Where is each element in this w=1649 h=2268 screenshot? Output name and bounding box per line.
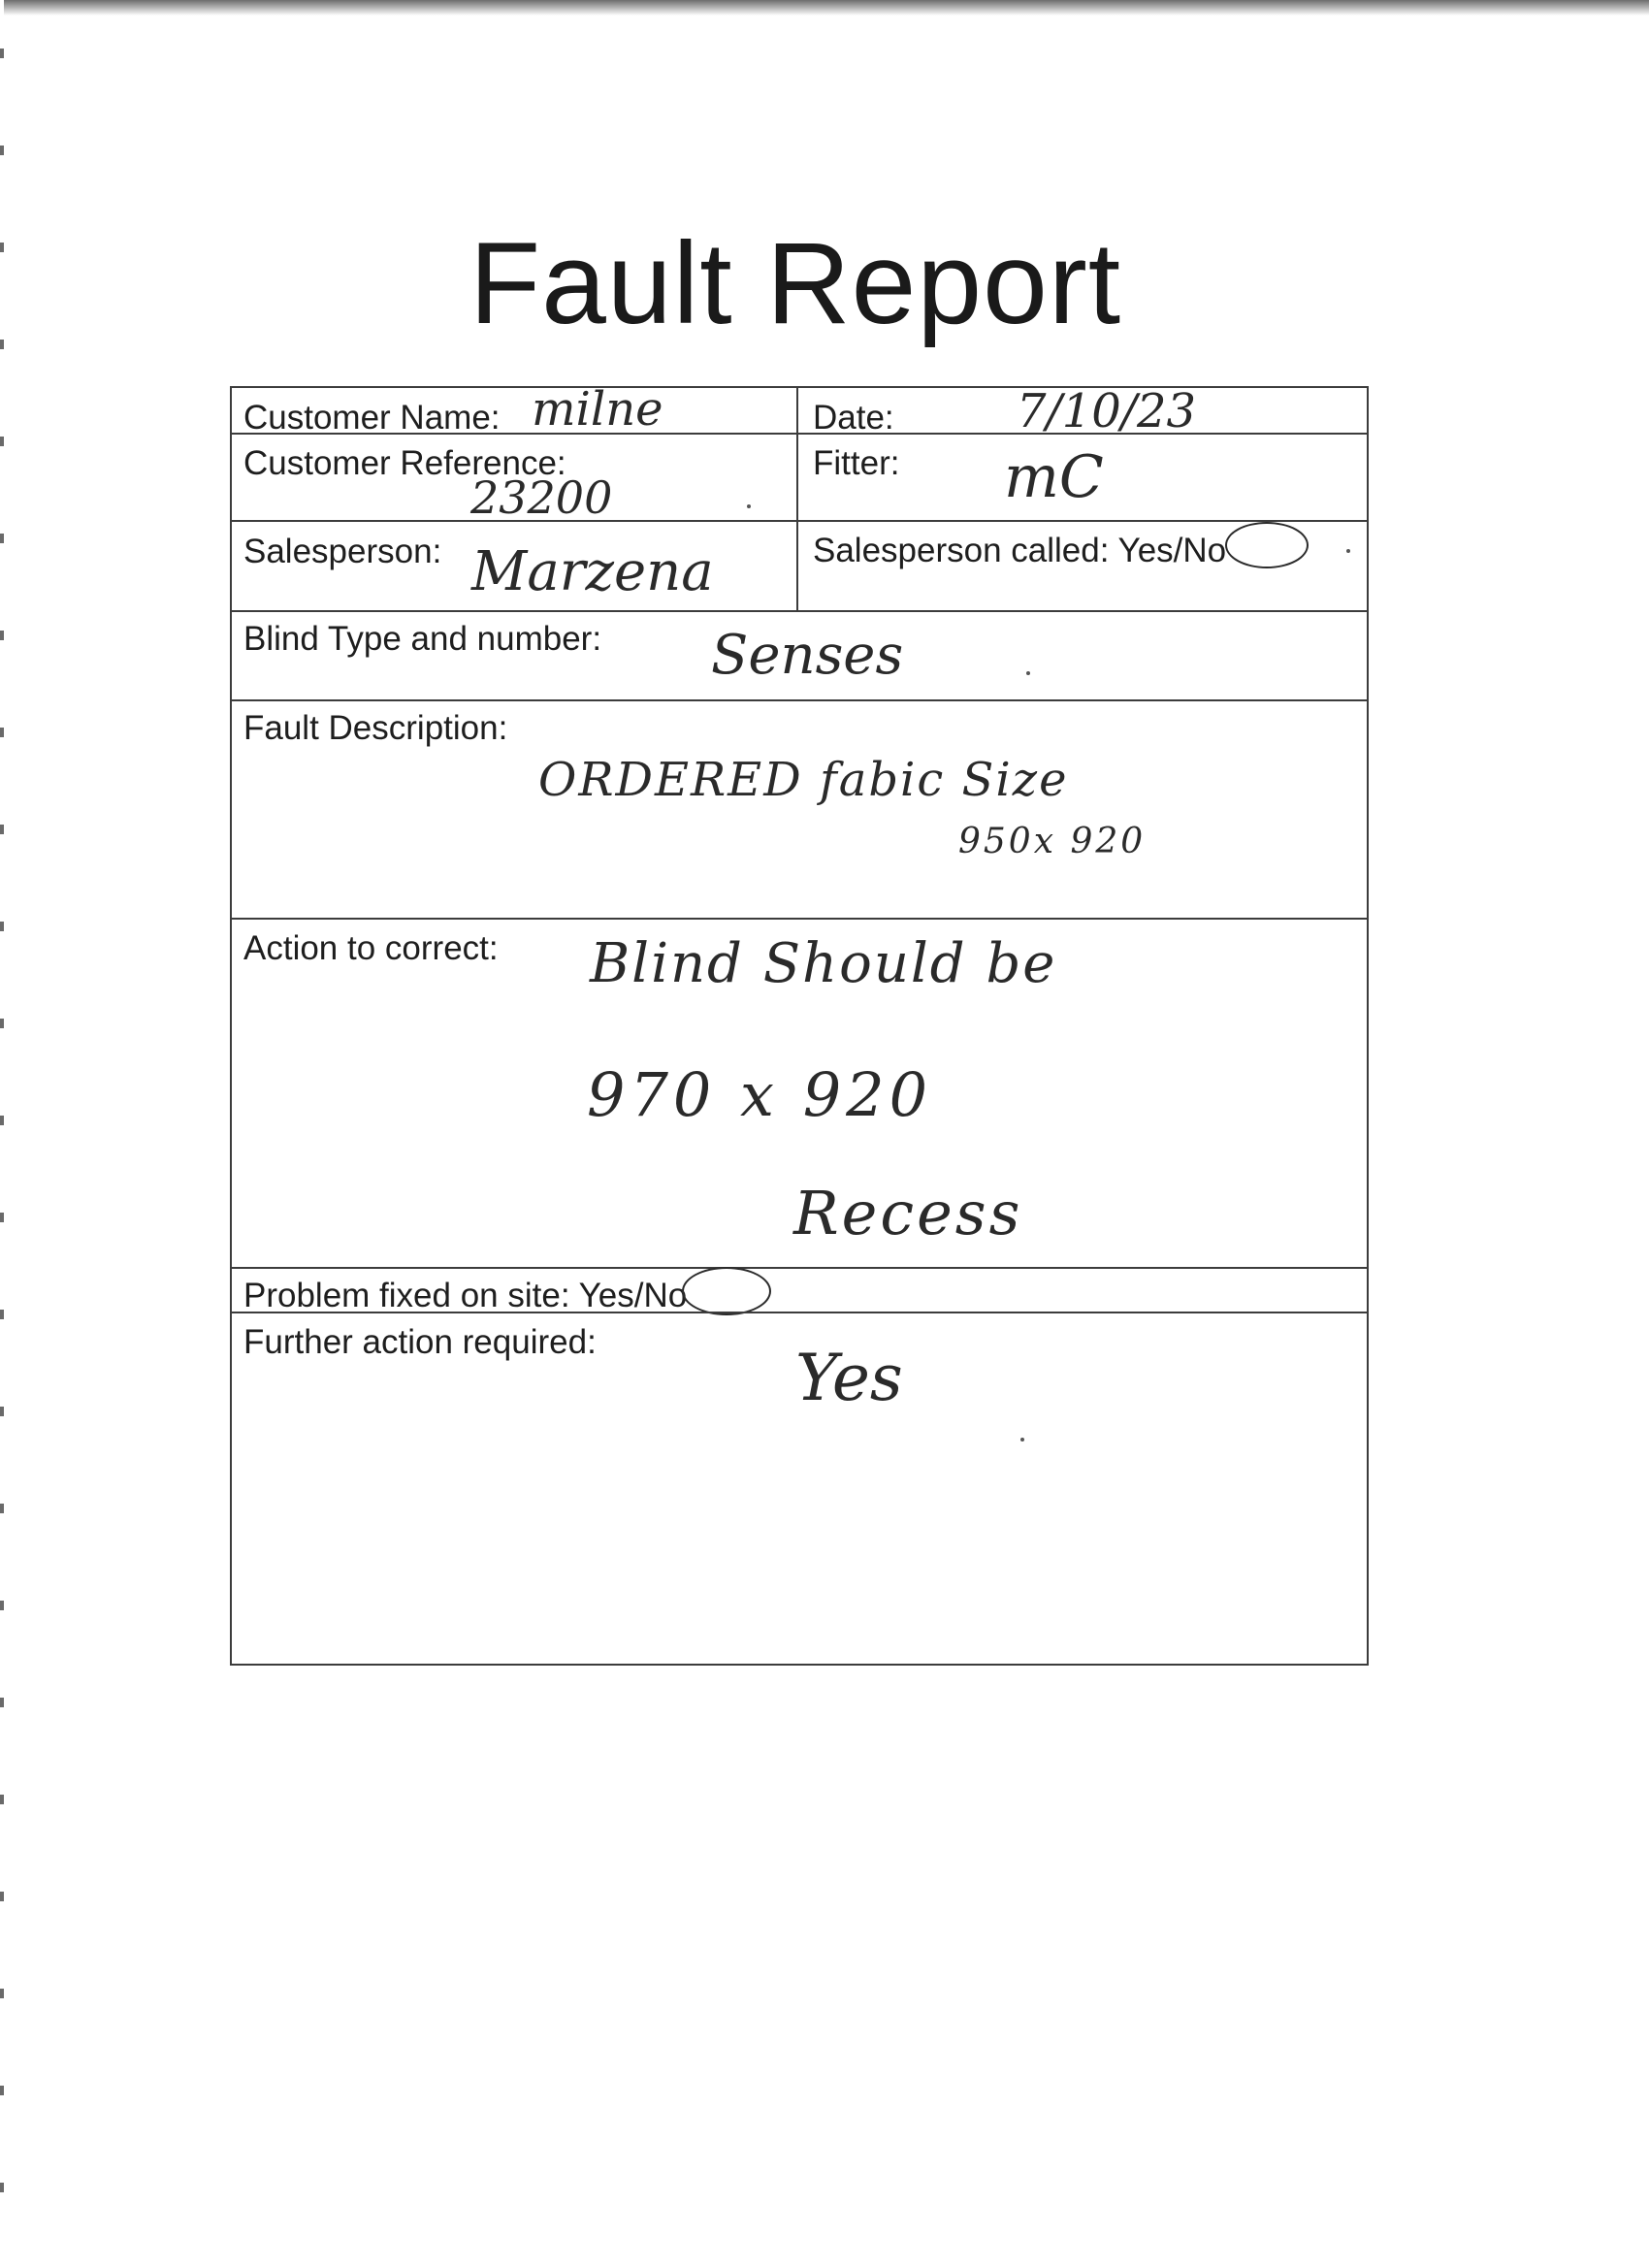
- ink-speck: [1020, 1438, 1024, 1442]
- fault-description-label: Fault Description:: [243, 709, 508, 747]
- date-value[interactable]: 7/10/23: [1017, 384, 1197, 438]
- fault-description-line-1[interactable]: ORDERED fabic Size: [538, 753, 1069, 807]
- customer-name-label: Customer Name:: [243, 399, 501, 437]
- action-to-correct-line-1[interactable]: Blind Should be: [590, 932, 1057, 995]
- blind-type-value[interactable]: Senses: [711, 624, 904, 687]
- customer-name-value[interactable]: milne: [532, 382, 663, 437]
- date-label: Date:: [813, 399, 894, 437]
- ink-speck: [1346, 549, 1350, 553]
- action-to-correct-label: Action to correct:: [243, 929, 499, 967]
- fitter-label: Fitter:: [813, 444, 900, 482]
- fitter-value[interactable]: mC: [1004, 443, 1104, 511]
- salesperson-called-label: Salesperson called: Yes/No: [813, 532, 1227, 569]
- fault-description-line-2[interactable]: 950x 920: [958, 822, 1147, 861]
- salesperson-value[interactable]: Marzena: [471, 540, 714, 603]
- ink-speck: [1026, 671, 1030, 675]
- further-action-value[interactable]: Yes: [795, 1341, 903, 1415]
- action-to-correct-line-2[interactable]: 970 x 920: [587, 1059, 933, 1130]
- page-title: Fault Report: [469, 218, 1122, 348]
- customer-reference-value[interactable]: 23200: [470, 471, 613, 524]
- customer-reference-label: Customer Reference:: [243, 444, 566, 482]
- problem-fixed-no-circle[interactable]: [682, 1267, 771, 1315]
- blind-type-label: Blind Type and number:: [243, 620, 602, 658]
- salesperson-label: Salesperson:: [243, 533, 442, 570]
- ink-speck: [747, 504, 751, 508]
- problem-fixed-label: Problem fixed on site: Yes/No: [243, 1277, 688, 1314]
- further-action-label: Further action required:: [243, 1323, 597, 1361]
- action-to-correct-line-3[interactable]: Recess: [793, 1178, 1023, 1248]
- salesperson-called-no-circle[interactable]: [1225, 522, 1309, 568]
